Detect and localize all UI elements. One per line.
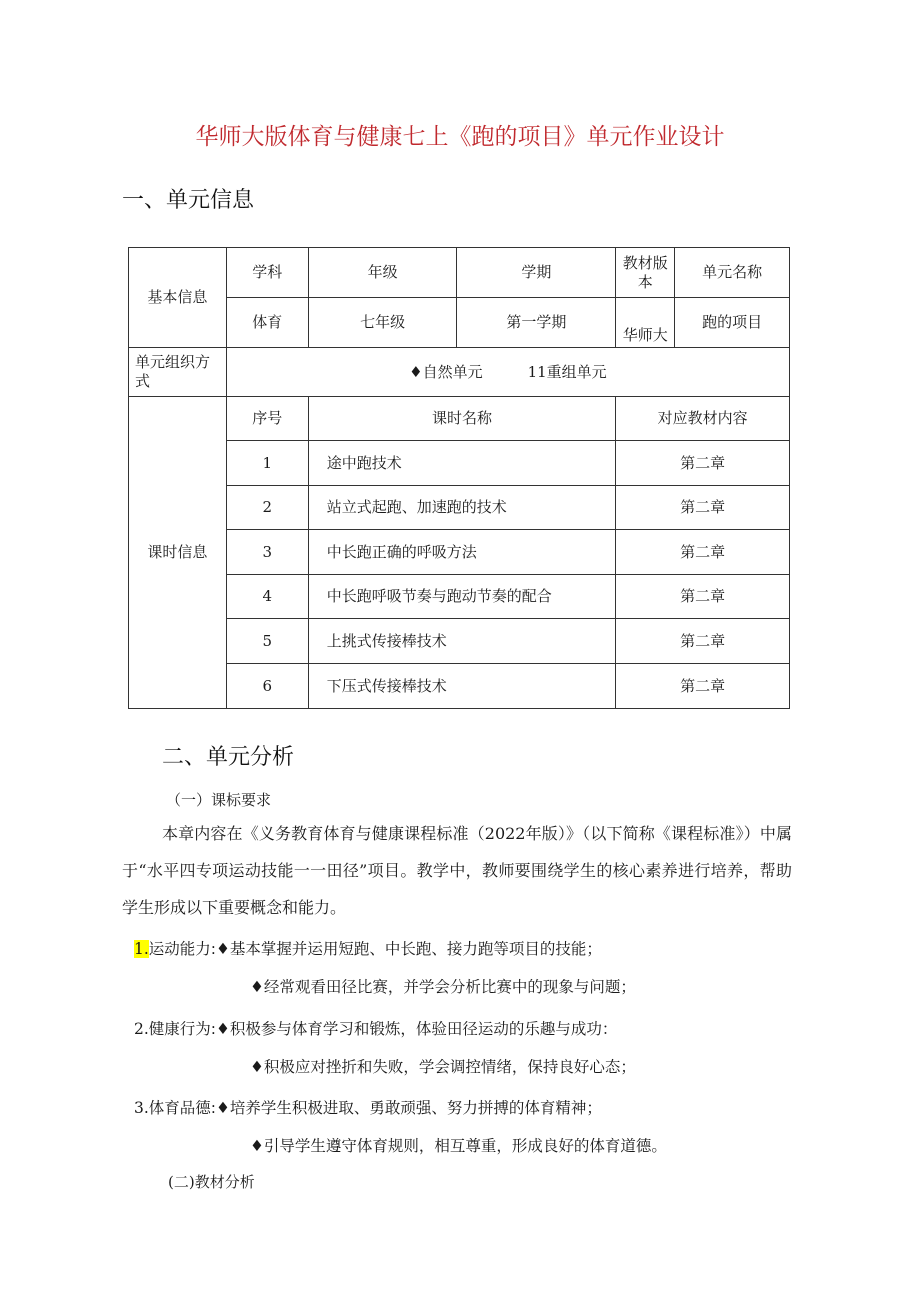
section-heading-unit-info: 一、单元信息 bbox=[122, 188, 255, 213]
lesson-name: 站立式起跑、加速跑的技术 bbox=[308, 486, 616, 530]
lesson-no: 1 bbox=[226, 441, 308, 486]
lesson-name: 下压式传接棒技术 bbox=[308, 664, 616, 709]
unit-info-table bbox=[128, 247, 790, 709]
ability-item: ♦经常观看田径比赛，并学会分析比赛中的现象与问题； bbox=[250, 978, 636, 996]
lesson-content: 第二章 bbox=[616, 575, 790, 619]
ability-item: ♦引导学生遵守体育规则，相互尊重，形成良好的体育道德。 bbox=[250, 1137, 667, 1155]
lesson-header-content: 对应教材内容 bbox=[616, 397, 790, 441]
lesson-header-no: 序号 bbox=[226, 397, 308, 441]
basic-info-label: 基本信息 bbox=[129, 248, 227, 348]
value-subject: 体育 bbox=[226, 298, 308, 348]
ability-line bbox=[134, 1096, 602, 1118]
table-row bbox=[129, 619, 790, 664]
lesson-no: 6 bbox=[226, 664, 308, 709]
lesson-no: 2 bbox=[226, 486, 308, 530]
value-unit-name: 跑的项目 bbox=[675, 298, 790, 348]
ability-number: 3. bbox=[134, 1099, 149, 1117]
lesson-name: 中长跑正确的呼吸方法 bbox=[308, 530, 616, 575]
ability-number: 1. bbox=[134, 940, 149, 958]
value-term: 第一学期 bbox=[457, 298, 616, 348]
lesson-content: 第二章 bbox=[616, 664, 790, 709]
section-heading-unit-analysis: 二、单元分析 bbox=[162, 745, 295, 770]
value-textbook-version: 华师大 bbox=[616, 298, 675, 348]
ability-line bbox=[134, 937, 602, 959]
value-grade: 七年级 bbox=[308, 298, 457, 348]
table-row bbox=[129, 530, 790, 575]
body-paragraph: 本章内容在《义务教育体育与健康课程标准（2022年版）》（以下简称《课程标准》）中属于“水平四专项运动技能一一田径”项目。教学中，教师要围绕学生的核心素养进行培养，帮助学生形成以下重要概念和能力。 bbox=[122, 824, 792, 917]
header-unit-name: 单元名称 bbox=[675, 248, 790, 298]
subheading-textbook-analysis: (二)教材分析 bbox=[168, 1173, 255, 1191]
ability-item: ♦积极应对挫折和失败，学会调控情绪，保持良好心态； bbox=[250, 1058, 636, 1076]
header-grade: 年级 bbox=[308, 248, 457, 298]
ability-label: 健康行为: bbox=[148, 1020, 217, 1038]
table-row bbox=[129, 664, 790, 709]
org-mode-value: ♦自然单元 11重组单元 bbox=[226, 348, 789, 397]
lesson-name: 中长跑呼吸节奏与跑动节奏的配合 bbox=[308, 575, 616, 619]
ability-item: ♦积极参与体育学习和锻炼，体验田径运动的乐趣与成功： bbox=[216, 1020, 618, 1038]
document-title: 华师大版体育与健康七上《跑的项目》单元作业设计 bbox=[195, 124, 725, 150]
org-mode-label: 单元组织方式 bbox=[129, 348, 227, 397]
lesson-content: 第二章 bbox=[616, 486, 790, 530]
ability-label: 体育品德: bbox=[148, 1099, 217, 1117]
lesson-content: 第二章 bbox=[616, 530, 790, 575]
lesson-no: 4 bbox=[226, 575, 308, 619]
header-textbook-version: 教材版本 bbox=[616, 248, 675, 298]
lesson-no: 5 bbox=[226, 619, 308, 664]
header-subject: 学科 bbox=[226, 248, 308, 298]
lesson-name: 途中跑技术 bbox=[308, 441, 616, 486]
ability-item: ♦基本掌握并运用短跑、中长跑、接力跑等项目的技能； bbox=[216, 940, 602, 958]
table-row bbox=[129, 441, 790, 486]
lesson-name: 上挑式传接棒技术 bbox=[308, 619, 616, 664]
table-row bbox=[129, 575, 790, 619]
lesson-content: 第二章 bbox=[616, 441, 790, 486]
table-row bbox=[129, 486, 790, 530]
lesson-header-name: 课时名称 bbox=[308, 397, 616, 441]
lesson-info-label: 课时信息 bbox=[129, 397, 227, 709]
ability-item: ♦培养学生积极进取、勇敢顽强、努力拼搏的体育精神； bbox=[216, 1099, 602, 1117]
header-term: 学期 bbox=[457, 248, 616, 298]
lesson-no: 3 bbox=[226, 530, 308, 575]
ability-label: 运动能力: bbox=[148, 940, 217, 958]
ability-line bbox=[134, 1017, 617, 1039]
lesson-content: 第二章 bbox=[616, 619, 790, 664]
ability-number: 2. bbox=[134, 1020, 149, 1038]
subheading-curriculum: （一）课标要求 bbox=[166, 791, 272, 809]
